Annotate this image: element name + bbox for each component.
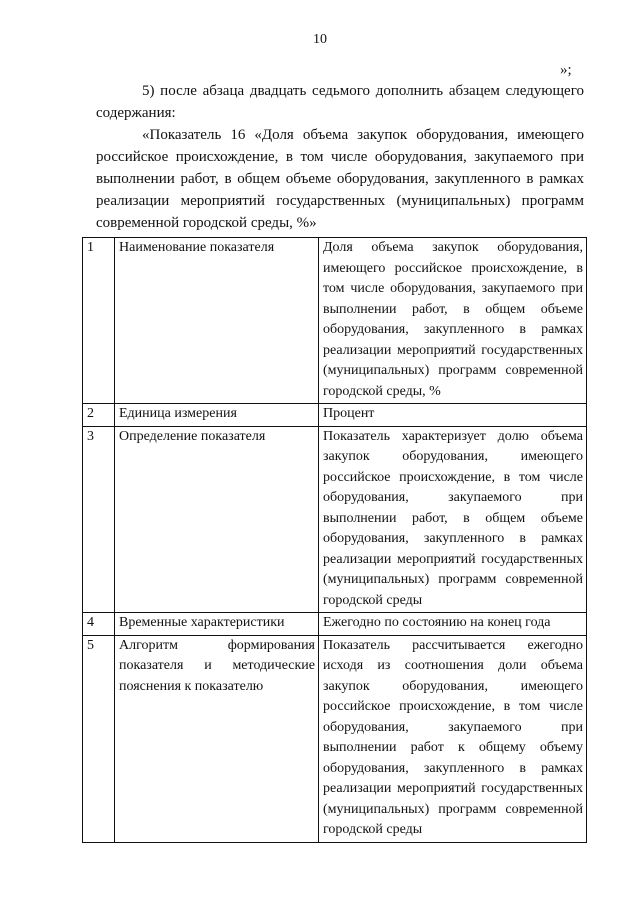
table-row <box>83 635 587 842</box>
indicator-16-heading: «Показатель 16 «Доля объема закупок оборудования, имеющего российское происхождение, в том числе оборудования, закупаемого при выполнении работ, в общем объеме оборудования, закупленного в рамках реализации мероприятий государственных (муниципальных) программ современной городской среды, %» <box>96 127 584 231</box>
row-number: 2 <box>83 404 115 427</box>
table-row <box>83 238 587 404</box>
row-label: Единица измерения <box>115 404 319 427</box>
table-row <box>83 426 587 613</box>
row-value: Показатель рассчитывается ежегодно исходя из соотношения доли объема закупок оборудования, имеющего российское происхождение, в том числе оборудования, закупаемого при выполнении работ к общему объему оборудования, закупленного в рамках реализации мероприятий государственных (муниципальных) программ современной городской среды <box>319 635 587 842</box>
row-number: 5 <box>83 635 115 842</box>
indicator-table <box>82 237 587 843</box>
page-number: 10 <box>313 32 327 47</box>
row-value: Ежегодно по состоянию на конец года <box>319 613 587 636</box>
row-number: 1 <box>83 238 115 404</box>
row-label: Определение показателя <box>115 426 319 613</box>
row-label: Временные характеристики <box>115 613 319 636</box>
amendment-item-5: 5) после абзаца двадцать седьмого дополнить абзацем следующего содержания: <box>96 83 584 121</box>
table-row <box>83 404 587 427</box>
table-row <box>83 613 587 636</box>
row-value: Доля объема закупок оборудования, имеющего российское происхождение, в том числе оборудования, закупаемого при выполнении работ, в общем объеме оборудования, закупленного в рамках реализации мероприятий государственных (муниципальных) программ современной городской среды, % <box>319 238 587 404</box>
row-number: 3 <box>83 426 115 613</box>
row-label: Алгоритм формирования показателя и методические пояснения к показателю <box>115 635 319 842</box>
row-label: Наименование показателя <box>115 238 319 404</box>
row-value: Процент <box>319 404 587 427</box>
row-number: 4 <box>83 613 115 636</box>
row-value: Показатель характеризует долю объема закупок оборудования, имеющего российское происхождение, в том числе оборудования, закупаемого при выполнении работ, в общем объеме оборудования, закупленного в рамках реализации мероприятий государственных (муниципальных) программ современной городской среды <box>319 426 587 613</box>
closing-quote: »; <box>560 62 572 78</box>
